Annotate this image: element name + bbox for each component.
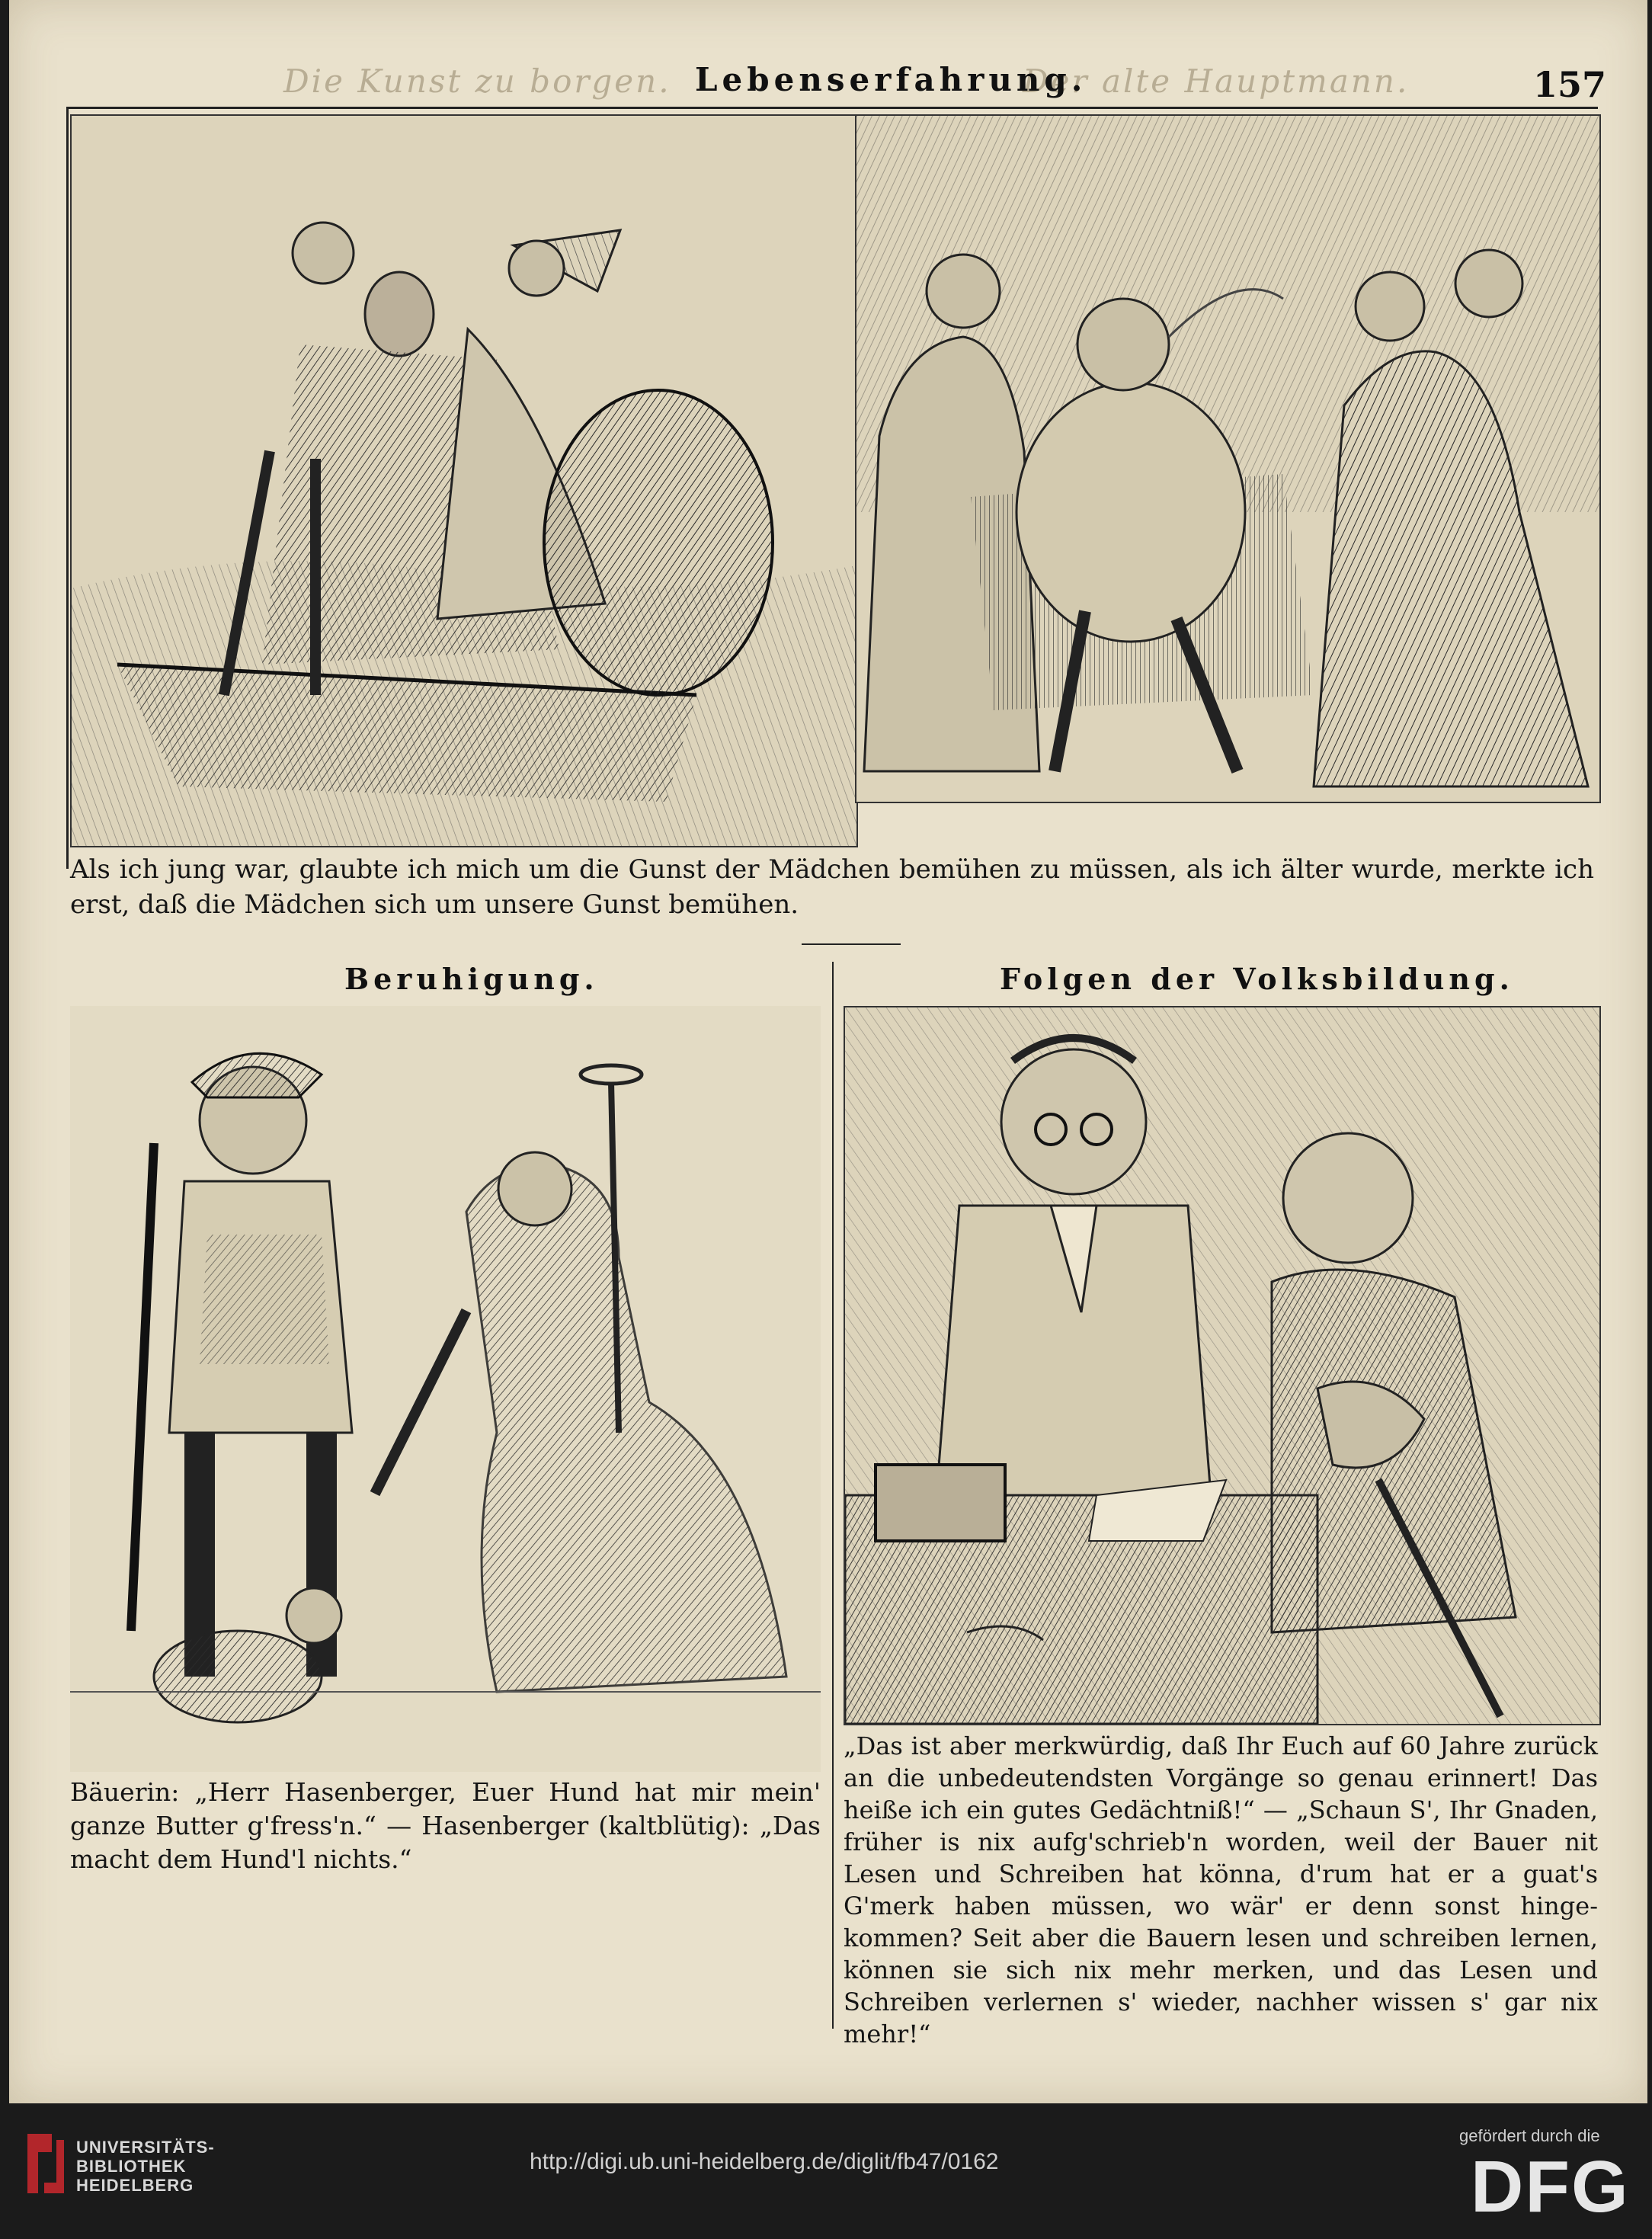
library-name-line1: UNIVERSITÄTS- [76,2138,215,2157]
left-caption: Bäuerin: „Herr Hasenberger, Euer Hund hat mir mein' ganze Butter g'fress'n.“ — Hasenberger (kaltblütig): „Das macht dem Hund'l nichts.“ [70,1777,821,1874]
top-caption: Als ich jung war, glaubte ich mich um die Gunst der Mädchen bemühen zu müssen, als ich älter wurde, merkte ich erst, daß die Mädchen sich um unsere Gunst bemühen. [70,854,1594,920]
page [9,0,1647,2103]
frame-left-rule [66,107,69,869]
footer-bar [0,2103,1652,2239]
smoking-scene-drawing [856,116,1599,802]
illustration-gentleman-and-farmer [844,1006,1601,1725]
right-caption: „Das ist aber merkwürdig, daß Ihr Euch auf 60 Jahre zurück an die unbedeutendsten Vorgänge so genau erinnert! Das heiße ich ein gutes Gedächtniß!“ — „Schaun S', Ihr Gnaden, früher is nix aufg'schrieb'n worden, weil der Bauer nit Lesen und Schreiben hat könna, d'rum hat er a guat's G'merk haben müssen, wo wär' er denn sonst hinge-kommen? Seit aber die Bauern lesen und schreiben lernen, können sie sich nix mehr merken, und das Lesen und Schreiben verlernen s' wieder, nachher wissen s' gar nix mehr!“ [844,1731,1598,2048]
farmer-scene-drawing [70,1006,821,1772]
left-section-title: Beruhigung. [344,962,599,996]
page-title: Lebenserfahrung. [695,61,1087,98]
caption-separator [802,943,901,945]
illustration-boat-scene [70,114,858,847]
illustration-farmer-and-woman [70,1006,821,1772]
library-name-line2: BIBLIOTHEK [76,2157,187,2176]
page-number: 157 [1533,64,1607,105]
column-divider [832,962,834,2029]
education-scene-drawing [845,1007,1599,1724]
library-name [76,2138,215,2195]
right-section-title: Folgen der Volksbildung. [1000,962,1514,996]
ghost-heading-left: Die Kunst zu borgen. [283,62,671,100]
funded-by-text: gefördert durch die [1459,2126,1600,2145]
library-logo-icon [21,2129,66,2198]
library-name-line3: HEIDELBERG [76,2176,194,2195]
illustration-smoking-gentleman [855,114,1601,803]
source-url[interactable]: http://digi.ub.uni-heidelberg.de/diglit/fb47/0162 [530,2149,999,2174]
boat-scene-drawing [72,116,856,846]
ghost-heading-right: Der alte Hauptmann. [1023,62,1410,100]
header-rule [66,107,1598,109]
dfg-logo: DFG [1471,2146,1630,2228]
